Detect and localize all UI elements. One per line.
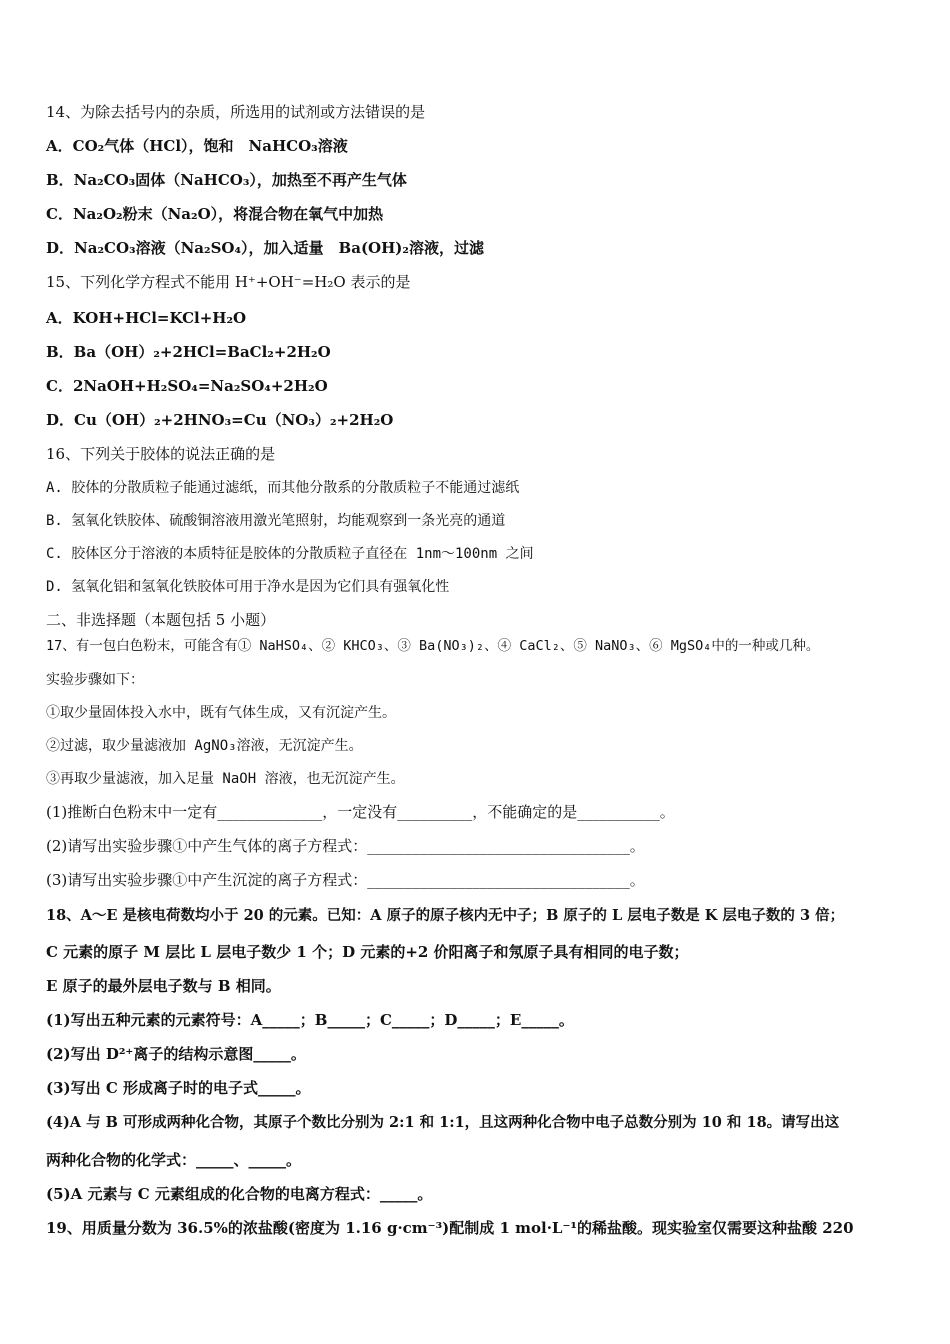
section-heading: 二、非选择题（本题包括 5 小题） [46,611,276,629]
q18-stem-1: 18、A～E 是核电荷数均小于 20 的元素。已知：A 原子的原子核内无中子；B 原子的 L 层电子数是 K 层电子数的 3 倍； [46,907,845,924]
q18-part-5: (5)A 元素与 C 元素组成的化合物的电离方程式：_____。 [46,1185,433,1203]
q14-option-d: D．Na₂CO₃溶液（Na₂SO₄），加入适量 Ba(OH)₂溶液，过滤 [46,239,484,257]
q15-stem: 15、下列化学方程式不能用 H⁺+OH⁻=H₂O 表示的是 [46,273,411,291]
q18-part-2: (2)写出 D²⁺离子的结构示意图_____。 [46,1045,306,1063]
q17-step-2: ②过滤，取少量滤液加 AgNO₃溶液，无沉淀产生。 [46,738,363,754]
q16-option-c: C. 胶体区分于溶液的本质特征是胶体的分散质粒子直径在 1nm～100nm 之间 [46,546,534,562]
q15-option-d: D．Cu（OH）₂+2HNO₃=Cu（NO₃）₂+2H₂O [46,411,394,429]
q16-stem: 16、下列关于胶体的说法正确的是 [46,445,276,463]
q15-option-c: C．2NaOH+H₂SO₄=Na₂SO₄+2H₂O [46,377,328,395]
q16-option-d: D. 氢氧化铝和氢氧化铁胶体可用于净水是因为它们具有强氧化性 [46,579,450,595]
q14-option-a: A．CO₂气体（HCl），饱和 NaHCO₃溶液 [46,137,348,155]
q16-option-a: A. 胶体的分散质粒子能通过滤纸，而其他分散系的分散质粒子不能通过滤纸 [46,480,520,496]
q18-part-1: (1)写出五种元素的元素符号：A_____；B_____；C_____；D_____；E_____。 [46,1011,574,1029]
q17-step-1: ①取少量固体投入水中，既有气体生成，又有沉淀产生。 [46,705,396,721]
q15-option-a: A．KOH+HCl=KCl+H₂O [46,309,247,327]
q17-steps-title: 实验步骤如下： [46,672,144,688]
q18-part-3: (3)写出 C 形成离子时的电子式_____。 [46,1079,311,1097]
q14-option-b: B．Na₂CO₃固体（NaHCO₃），加热至不再产生气体 [46,171,407,189]
q14-stem: 14、为除去括号内的杂质，所选用的试剂或方法错误的是 [46,103,426,121]
q14-option-c: C．Na₂O₂粉末（Na₂O），将混合物在氧气中加热 [46,205,384,223]
q18-stem-2: C 元素的原子 M 层比 L 层电子数少 1 个；D 元素的+2 价阳离子和氖原子具有相同的电子数； [46,943,689,961]
q17-part-1: (1)推断白色粉末中一定有______________，一定没有__________，不能确定的是___________。 [46,803,675,821]
q17-part-3: (3)请写出实验步骤①中产生沉淀的离子方程式：___________________________________。 [46,871,645,889]
q19-stem: 19、用质量分数为 36.5%的浓盐酸(密度为 1.16 g·cm⁻³)配制成 1 mol·L⁻¹的稀盐酸。现实验室仅需要这种盐酸 220 [46,1219,854,1237]
q17-stem: 17、有一包白色粉末，可能含有① NaHSO₄、② KHCO₃、③ Ba(NO₃)₂、④ CaCl₂、⑤ NaNO₃、⑥ MgSO₄中的一种或几种。 [46,638,820,654]
q17-part-2: (2)请写出实验步骤①中产生气体的离子方程式：___________________________________。 [46,837,645,855]
q18-stem-3: E 原子的最外层电子数与 B 相同。 [46,977,281,995]
q15-option-b: B．Ba（OH）₂+2HCl=BaCl₂+2H₂O [46,343,331,361]
q18-part-4a: (4)A 与 B 可形成两种化合物，其原子个数比分别为 2:1 和 1:1，且这两种化合物中电子总数分别为 10 和 18。请写出这 [46,1114,840,1131]
q16-option-b: B. 氢氧化铁胶体、硫酸铜溶液用激光笔照射，均能观察到一条光亮的通道 [46,513,506,529]
q17-step-3: ③再取少量滤液，加入足量 NaOH 溶液，也无沉淀产生。 [46,771,405,787]
q18-part-4b: 两种化合物的化学式：_____、_____。 [46,1151,302,1169]
